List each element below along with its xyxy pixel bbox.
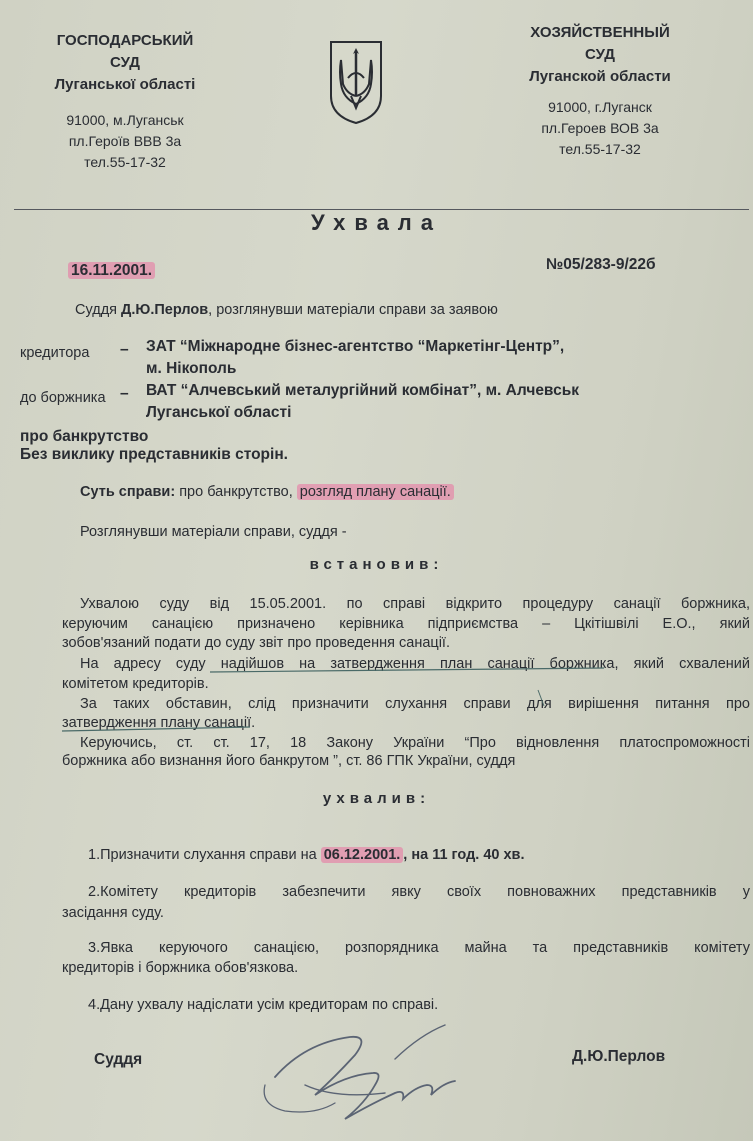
established-line-6: За таких обставин, слід призначити слухання справи для вирішення питання про xyxy=(80,696,750,712)
hearing-time: , на 11 год. 40 хв. xyxy=(403,847,525,863)
court-name-ua: ГОСПОДАРСЬКИЙ xyxy=(56,32,194,49)
debtor-region: Луганської області xyxy=(146,404,292,421)
case-subject: про банкрутство xyxy=(20,428,149,445)
established-line-8: Керуючись, ст. ст. 17, 18 Закону України “Про відновлення платоспроможності xyxy=(80,735,750,751)
court-name-ru: ХОЗЯЙСТВЕННЫЙ xyxy=(530,24,670,41)
decision-item-3-cont: кредиторів і боржника обов'язкова. xyxy=(62,960,299,976)
signature-name: Д.Ю.Перлов xyxy=(572,1048,666,1065)
court-region-ua: Луганської області xyxy=(54,76,196,93)
case-number: №05/283-9/22б xyxy=(546,256,656,273)
debtor-name: ВАТ “Алчевський металургійний комбінат”, м. Алчевськ xyxy=(146,382,579,399)
address-city-ua: 91000, м.Луганськ xyxy=(66,112,184,128)
intro-rest: , розглянувши матеріали справи за заявою xyxy=(208,302,498,318)
established-line-3: зобов'язаний подати до суду звіт про проведення санації. xyxy=(62,635,450,651)
phone-ru: тел.55-17-32 xyxy=(559,141,641,157)
creditor-city: м. Нікополь xyxy=(146,360,237,377)
address-city-ru: 91000, г.Луганск xyxy=(548,99,652,115)
decision-item-2: 2.Комітету кредиторів забезпечити явку своїх повноважних представників у xyxy=(88,884,750,900)
debtor-dash: – xyxy=(120,385,129,402)
handwritten-signature xyxy=(245,1015,475,1135)
court-word-ru: СУД xyxy=(585,46,615,63)
judge-name: Д.Ю.Перлов xyxy=(121,302,209,318)
established-heading: встановив: xyxy=(309,556,444,573)
intro-prefix: Суддя xyxy=(75,302,118,318)
essence-text: про банкрутство, xyxy=(179,484,293,500)
decided-heading: ухвалив: xyxy=(322,790,431,807)
creditor-name: ЗАТ “Міжнародне бізнес-агентство “Маркетінг-Центр”, xyxy=(146,338,565,355)
date-highlight: 16.11.2001. xyxy=(68,262,155,279)
no-parties-note: Без виклику представників сторін. xyxy=(20,446,288,463)
established-line-9: боржника або визнання його банкрутом ”, ст. 86 ГПК України, суддя xyxy=(62,753,516,769)
established-line-5: комітетом кредиторів. xyxy=(62,676,209,692)
decision-item-1 xyxy=(88,847,525,863)
phone-ua: тел.55-17-32 xyxy=(84,154,166,170)
decision-item-3: 3.Явка керуючого санацією, розпорядника майна та представників комітету xyxy=(88,940,750,956)
established-line-4: На адресу суду надійшов на затвердження план санації боржника, який схвалений xyxy=(80,656,750,672)
hearing-date-highlight: 06.12.2001. xyxy=(321,847,404,863)
debtor-label: до боржника xyxy=(20,390,106,406)
address-street-ru: пл.Героев ВОВ 3а xyxy=(541,120,659,136)
established-line-1: Ухвалою суду від 15.05.2001. по справі відкрито процедуру санації боржника, xyxy=(80,596,750,612)
court-region-ru: Луганской области xyxy=(529,68,671,85)
established-line-2: керуючим санацією призначено керівника підприємства – Цкітішвілі Е.О., який xyxy=(62,616,750,632)
decision-item-4: 4.Дану ухвалу надіслати усім кредиторам по справі. xyxy=(88,997,439,1013)
item1-text: 1.Призначити слухання справи на xyxy=(88,847,317,863)
essence-highlight: розгляд плану санації. xyxy=(297,484,454,500)
creditor-label: кредитора xyxy=(20,345,90,361)
essence-label: Суть справи: xyxy=(80,484,176,500)
court-word-ua: СУД xyxy=(110,54,140,71)
established-line-7: затвердження плану санації. xyxy=(62,715,256,731)
address-street-ua: пл.Героїв ВВВ 3а xyxy=(68,133,182,149)
creditor-dash: – xyxy=(120,341,129,358)
decision-item-2-cont: засідання суду. xyxy=(62,905,164,921)
signature-label: Суддя xyxy=(94,1051,143,1068)
document-title: Ухвала xyxy=(310,210,443,235)
reviewed-line: Розглянувши матеріали справи, суддя - xyxy=(80,524,347,540)
